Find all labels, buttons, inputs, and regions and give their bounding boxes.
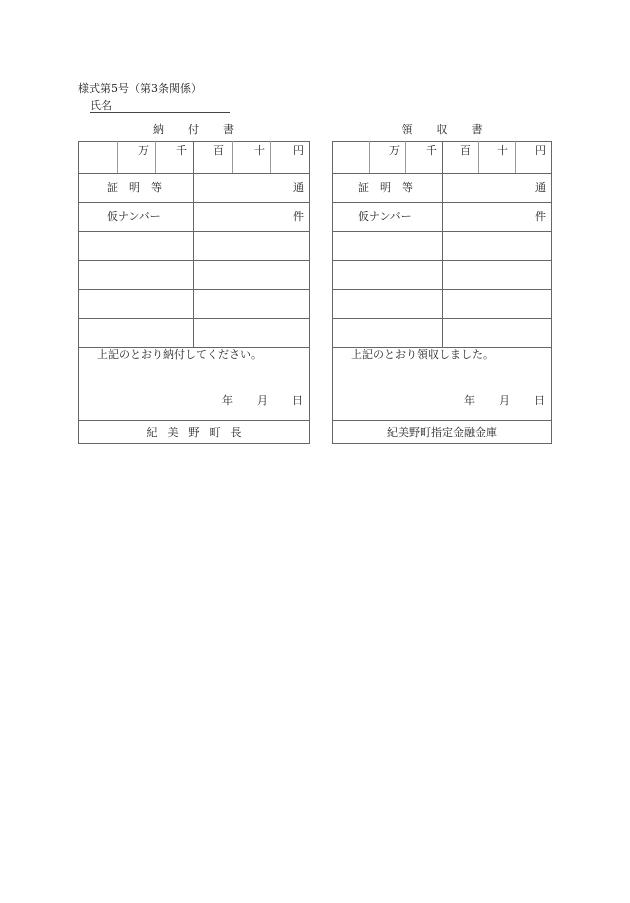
row-label-temp-number: 仮ナンバー: [107, 210, 161, 223]
receipt-blank-item-cells[interactable]: [333, 232, 441, 346]
date-month: 月: [257, 394, 268, 407]
receipt-amount-input[interactable]: [333, 157, 549, 172]
receipt-digit-hyaku: 百: [460, 144, 471, 157]
row-unit-ken: 件: [293, 210, 304, 223]
digit-sen: 千: [176, 144, 187, 157]
digit-man: 万: [138, 144, 149, 157]
row-unit-tsu: 通: [293, 181, 304, 194]
payment-amount-input[interactable]: [79, 157, 307, 172]
payment-issuer: 紀 美 野 町 長: [146, 426, 242, 439]
receipt-digit-man: 万: [389, 144, 400, 157]
name-label: 氏名: [90, 99, 112, 112]
payment-slip-title: 納 付 書: [153, 123, 234, 136]
receipt-row-label-temp-number: 仮ナンバー: [358, 210, 412, 223]
receipt-row-unit-ken: 件: [535, 210, 546, 223]
receipt-title: 領 収 書: [401, 123, 483, 136]
payment-statement: 上記のとおり納付してください。: [97, 348, 262, 361]
receipt-issuer: 紀美野町指定金融金庫: [387, 426, 497, 439]
name-field[interactable]: [90, 99, 230, 113]
blank-item-cells[interactable]: [79, 232, 192, 346]
receipt-date-year: 年: [464, 394, 475, 407]
date-day: 日: [292, 394, 303, 407]
receipt-blank-value-cells[interactable]: [444, 232, 550, 346]
receipt-statement: 上記のとおり領収しました。: [351, 348, 494, 361]
receipt-digit-sen: 千: [426, 144, 437, 157]
blank-value-cells[interactable]: [195, 232, 308, 346]
digit-en: 円: [293, 144, 304, 157]
digit-hyaku: 百: [213, 144, 224, 157]
receipt-date-month: 月: [499, 394, 510, 407]
receipt-digit-en: 円: [535, 144, 546, 157]
receipt-row-label-certificate: 証 明 等: [358, 181, 413, 194]
form-title: 様式第5号（第3条関係）: [78, 82, 202, 95]
receipt-date-day: 日: [534, 394, 545, 407]
date-year: 年: [222, 394, 233, 407]
digit-juu: 十: [254, 144, 265, 157]
receipt-row-unit-tsu: 通: [535, 181, 546, 194]
receipt-digit-juu: 十: [497, 144, 508, 157]
row-label-certificate: 証 明 等: [107, 181, 162, 194]
